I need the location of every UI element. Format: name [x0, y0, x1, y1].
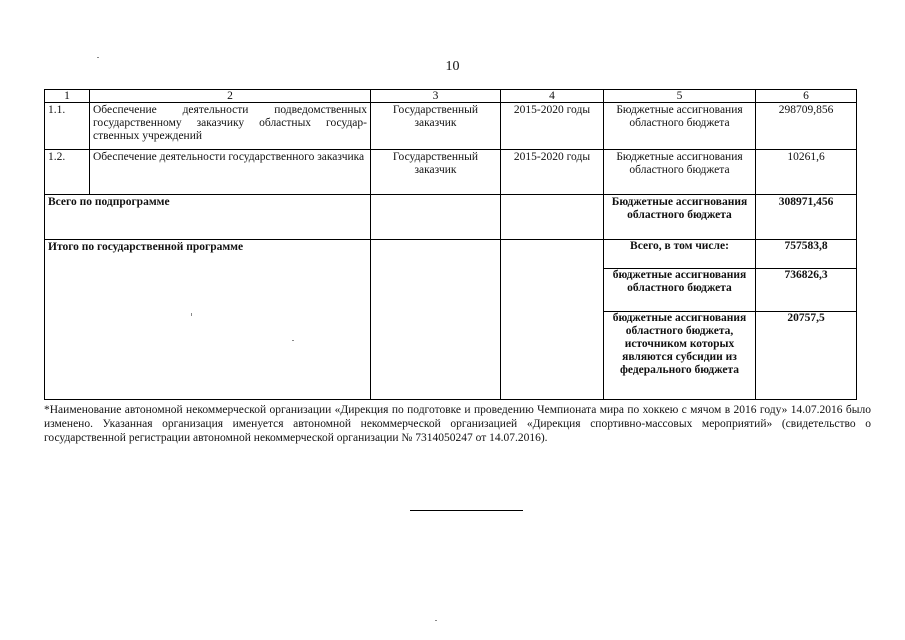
- table-row: [45, 103, 857, 150]
- program-table: [44, 89, 857, 400]
- scan-speck: [435, 620, 437, 621]
- signature-line: [410, 510, 523, 511]
- total-funding-source: бюджетные ассигнования областного бюджета, источником которых являются субсидии из федерального бюджета: [604, 312, 756, 400]
- column-header: 4: [501, 90, 604, 103]
- scan-speck: [97, 57, 99, 58]
- total-amount: 757583,8: [756, 240, 857, 269]
- total-row: [45, 240, 857, 269]
- total-amount: 736826,3: [756, 269, 857, 312]
- row-name: Обеспечение деятельности государственного заказчика: [90, 150, 371, 195]
- column-header: 2: [90, 90, 371, 103]
- row-name: Обеспечение деятельности подведомственных государственному заказчику областных государ-ственных учреждений: [90, 103, 371, 150]
- column-header: 3: [371, 90, 501, 103]
- scan-speck: [191, 313, 192, 316]
- column-header: 6: [756, 90, 857, 103]
- column-header: 1: [45, 90, 90, 103]
- row-funding-source: Бюджетные ассигнования областного бюджета: [604, 150, 756, 195]
- scan-speck: [292, 340, 294, 341]
- table-header-row: [45, 90, 857, 103]
- row-period: 2015-2020 годы: [501, 103, 604, 150]
- total-funding-source: Всего, в том числе:: [604, 240, 756, 269]
- subtotal-amount: 308971,456: [756, 195, 857, 240]
- row-number: 1.1.: [45, 103, 90, 150]
- total-funding-source: бюджетные ассигнования областного бюджета: [604, 269, 756, 312]
- row-executor: Государственный заказчик: [371, 103, 501, 150]
- total-amount: 20757,5: [756, 312, 857, 400]
- row-executor: Государственный заказчик: [371, 150, 501, 195]
- table-row: [45, 150, 857, 195]
- row-funding-source: Бюджетные ассигнования областного бюджета: [604, 103, 756, 150]
- subtotal-label: Всего по подпрограмме: [45, 195, 371, 240]
- subtotal-funding-source: Бюджетные ассигнования областного бюджета: [604, 195, 756, 240]
- footnote: *Наименование автономной некоммерческой организации «Дирекция по подготовке и проведению Чемпионата мира по хоккею с мячом в 2016 году» 14.07.2016 было изменено. Указанная организация именуется автономной некоммерческой организацией «Дирекция спортивно-массовых мероприятий» (свидетельство о государственной регистрации автономной некоммерческой организации № 7314050247 от 14.07.2016).: [44, 404, 871, 444]
- column-header: 5: [604, 90, 756, 103]
- page-number: 10: [445, 59, 460, 74]
- row-number: 1.2.: [45, 150, 90, 195]
- subtotal-row: [45, 195, 857, 240]
- total-label: Итого по государственной программе: [45, 240, 371, 400]
- row-amount: 298709,856: [756, 103, 857, 150]
- row-period: 2015-2020 годы: [501, 150, 604, 195]
- row-amount: 10261,6: [756, 150, 857, 195]
